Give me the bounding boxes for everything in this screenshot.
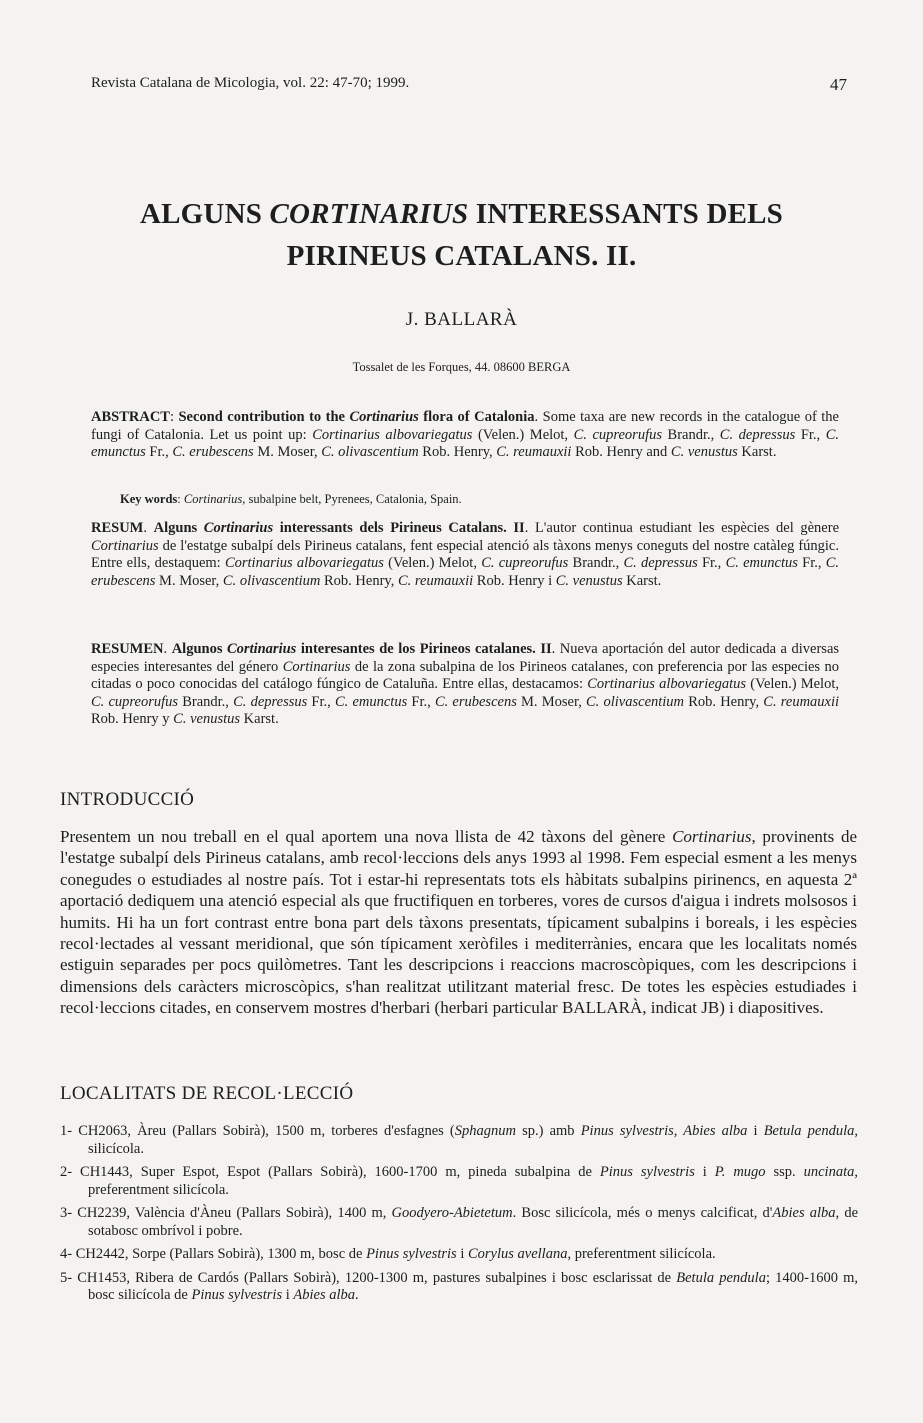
resumen-heading: Algunos Cortinarius interesantes de los Pirineos catalanes. II bbox=[171, 641, 552, 657]
list-item: 2- CH1443, Super Espot, Espot (Pallars Sobirà), 1600-1700 m, pineda subalpina de Pinus sylvestris i P. mugo ssp. uncinata, preferentment silicícola. bbox=[60, 1164, 858, 1198]
keywords-label: Key words bbox=[120, 492, 178, 506]
running-head: Revista Catalana de Micologia, vol. 22: 47-70; 1999. bbox=[91, 75, 410, 91]
localitats-list bbox=[60, 1123, 858, 1311]
resum-label: RESUM bbox=[91, 520, 144, 536]
introduccio-body: Presentem un nou treball en el qual aportem una nova llista de 42 tàxons del gènere Cortinarius, provinents de l'estatge subalpí dels Pirineus catalans, amb recol·leccions dels anys 1993 al 1998. Fem especial esment a les menys conegudes o estudiades al nostre país. Tot i estar-hi representats tots els hàbitats subalpins pirinencs, en aquesta 2ª aportació dediquem una atenció especial als que fructifiquen en torberes, vores de cursos d'aigua i indrets molsosos i humits. Hi ha un fort contrast entre bona part dels tàxons presentats, típicament subalpins i boreals, i les espècies recol·lectades al vessant meridional, que són típicament xeròfiles i mediterrànies, encara que les localitats només estiguin separades per pocs quilòmetres. Tant les descripcions i reaccions macroscòpiques, com les descripcions i dimensions dels caràcters microscòpics, s'han realitzat utilitzant material fresc. De totes les espècies estudiades i recol·leccions citades, en conservem mostres d'herbari (herbari particular BALLARÀ, indicat JB) i diapositives. bbox=[60, 827, 857, 1018]
section-heading-localitats: LOCALITATS DE RECOL·LECCIÓ bbox=[60, 1083, 354, 1104]
list-item: 5- CH1453, Ribera de Cardós (Pallars Sobirà), 1200-1300 m, pastures subalpines i bosc esclarissat de Betula pendula; 1400-1600 m, bosc silicícola de Pinus sylvestris i Abies alba. bbox=[60, 1269, 858, 1303]
title-part: INTERESSANTS DELS bbox=[468, 198, 783, 230]
list-item: 3- CH2239, València d'Àneu (Pallars Sobirà), 1400 m, Goodyero-Abietetum. Bosc silicícola, més o menys calcificat, d'Abies alba, de sotabosc ombrívol i pobre. bbox=[60, 1205, 859, 1239]
abstract-heading: Second contribution to the Cortinarius flora of Catalonia bbox=[178, 409, 535, 425]
section-heading-introduccio: INTRODUCCIÓ bbox=[60, 789, 195, 810]
affiliation: Tossalet de les Forques, 44. 08600 BERGA bbox=[352, 360, 571, 374]
title-genus: CORTINARIUS bbox=[269, 198, 469, 230]
abstract-label: ABSTRACT bbox=[91, 409, 170, 425]
page-number: 47 bbox=[830, 75, 847, 94]
resumen: RESUMEN. Algunos Cortinarius interesantes de los Pirineos catalanes. II. Nueva aportación del autor dedicada a diversas especies interesantes del género Cortinarius de la zona subalpina de los Pirineos catalanes, con preferencia por las especies no citadas o poco conocidas del catálogo fúngico de Cataluña. Entre ellas, destacamos: Cortinarius albovariegatus (Velen.) Melot, C. cupreorufus Brandr., C. depressus Fr., C. emunctus Fr., C. erubescens M. Moser, C. olivascentium Rob. Henry, C. reumauxii Rob. Henry y C. venustus Karst. bbox=[91, 641, 840, 727]
keywords: Key words: Cortinarius, subalpine belt, Pyrenees, Catalonia, Spain. bbox=[120, 492, 462, 506]
author: J. BALLARÀ bbox=[405, 309, 518, 330]
title-part: ALGUNS bbox=[139, 198, 270, 230]
resumen-label: RESUMEN bbox=[91, 641, 164, 657]
list-item: 4- CH2442, Sorpe (Pallars Sobirà), 1300 m, bosc de Pinus sylvestris i Corylus avellana, preferentment silicícola. bbox=[60, 1246, 716, 1262]
title-line2: PIRINEUS CATALANS. II. bbox=[286, 240, 637, 272]
abstract: ABSTRACT: Second contribution to the Cortinarius flora of Catalonia. Some taxa are new records in the catalogue of the fungi of Catalonia. Let us point up: Cortinarius albovariegatus (Velen.) Melot, C. cupreorufus Brandr., C. depressus Fr., C. emunctus Fr., C. erubescens M. Moser, C. olivascentium Rob. Henry, C. reumauxii Rob. Henry and C. venustus Karst. bbox=[91, 409, 840, 460]
resum: RESUM. Alguns Cortinarius interessants dels Pirineus Catalans. II. L'autor continua estudiant les espècies del gènere Cortinarius de l'estatge subalpí dels Pirineus catalans, fent especial atenció als tàxons menys coneguts del nostre catàleg fúngic. Entre ells, destaquem: Cortinarius albovariegatus (Velen.) Melot, C. cupreorufus Brandr., C. depressus Fr., C. emunctus Fr., C. erubescens M. Moser, C. olivascentium Rob. Henry, C. reumauxii Rob. Henry i C. venustus Karst. bbox=[91, 520, 840, 589]
list-item: 1- CH2063, Àreu (Pallars Sobirà), 1500 m, torberes d'esfagnes (Sphagnum sp.) amb Pinus sylvestris, Abies alba i Betula pendula, silicícola. bbox=[60, 1123, 858, 1157]
paper-title bbox=[60, 193, 863, 277]
resum-heading: Alguns Cortinarius interessants dels Pirineus Catalans. II bbox=[153, 520, 525, 536]
